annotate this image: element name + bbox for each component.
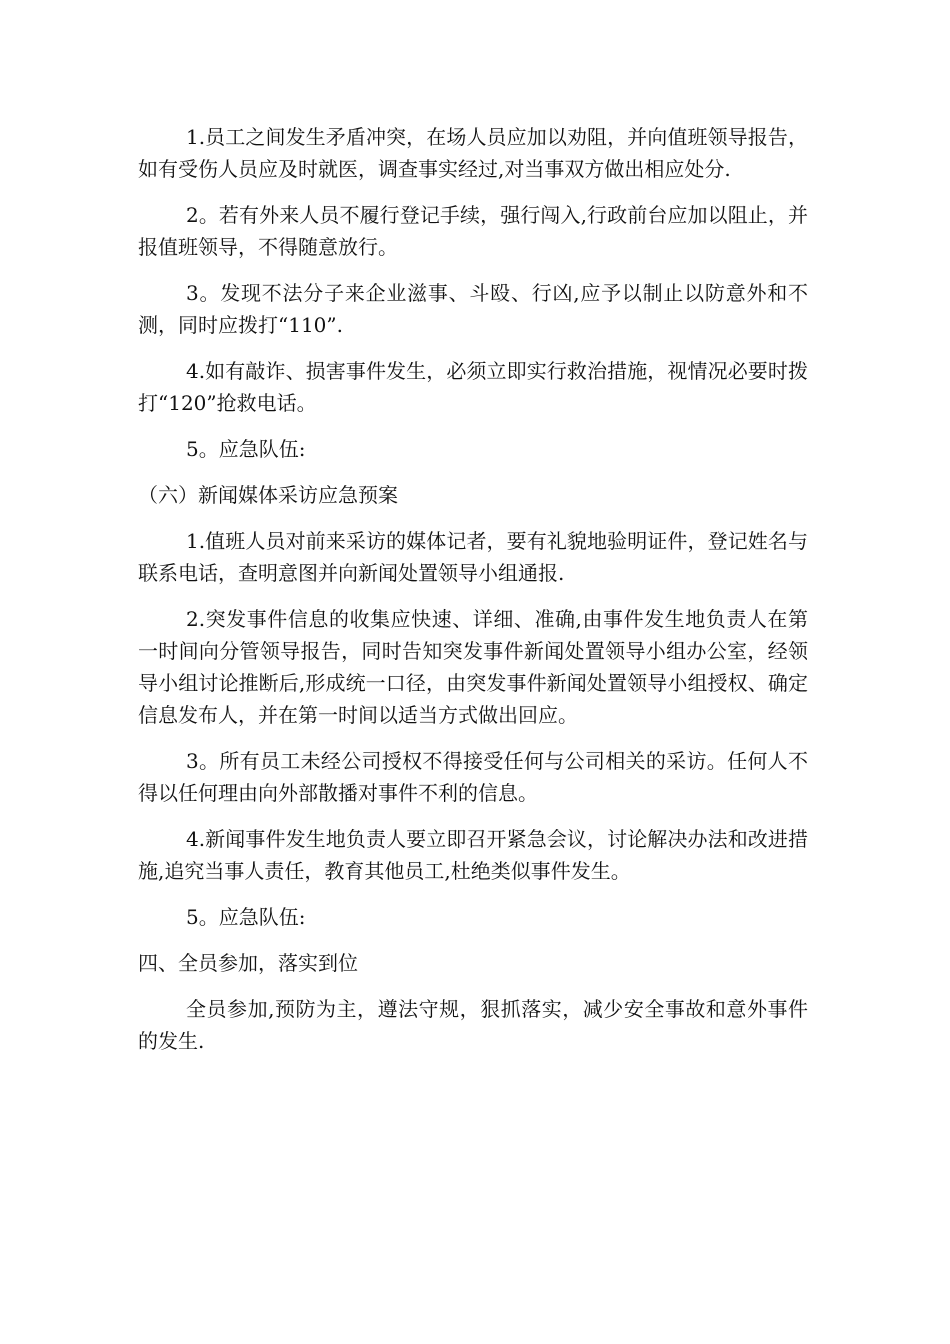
paragraph-interview-authorization: 3。所有员工未经公司授权不得接受任何与公司相关的采访。任何人不得以任何理由向外部散播对事件不利的信息。	[138, 749, 808, 805]
document-body	[138, 121, 808, 1071]
paragraph-information-collection: 2.突发事件信息的收集应快速、详细、准确,由事件发生地负责人在第一时间向分管领导报告，同时告知突发事件新闻处置领导小组办公室，经领导小组讨论推断后,形成统一口径，由突发事件新闻处置领导小组授权、确定信息发布人，并在第一时间以适当方式做出回应。	[138, 607, 808, 727]
paragraph-trouble-makers: 3。发现不法分子来企业滋事、斗殴、行凶,应予以制止以防意外和不测，同时应拨打“110”.	[138, 281, 808, 337]
paragraph-emergency-meeting: 4.新闻事件发生地负责人要立即召开紧急会议，讨论解决办法和改进措施,追究当事人责任，教育其他员工,杜绝类似事件发生。	[138, 827, 808, 883]
paragraph-emergency-team-2: 5。应急队伍:	[186, 905, 306, 929]
section-heading-media: （六）新闻媒体采访应急预案	[138, 483, 398, 507]
paragraph-media-reception: 1.值班人员对前来采访的媒体记者，要有礼貌地验明证件，登记姓名与联系电话，查明意图并向新闻处置领导小组通报.	[138, 529, 808, 585]
paragraph-emergency-team: 5。应急队伍:	[186, 437, 306, 461]
paragraph-conflict-handling: 1.员工之间发生矛盾冲突，在场人员应加以劝阻，并向值班领导报告，如有受伤人员应及时就医，调查事实经过,对当事双方做出相应处分.	[138, 125, 808, 181]
paragraph-visitor-entry: 2。若有外来人员不履行登记手续，强行闯入,行政前台应加以阻止，并报值班领导，不得随意放行。	[138, 203, 808, 259]
paragraph-extortion: 4.如有敲诈、损害事件发生，必须立即实行救治措施，视情况必要时拨打“120”抢救电话。	[138, 359, 808, 415]
section-heading-participation: 四、全员参加，落实到位	[138, 951, 358, 975]
paragraph-prevention: 全员参加,预防为主，遵法守规，狠抓落实，减少安全事故和意外事件的发生.	[138, 997, 808, 1053]
